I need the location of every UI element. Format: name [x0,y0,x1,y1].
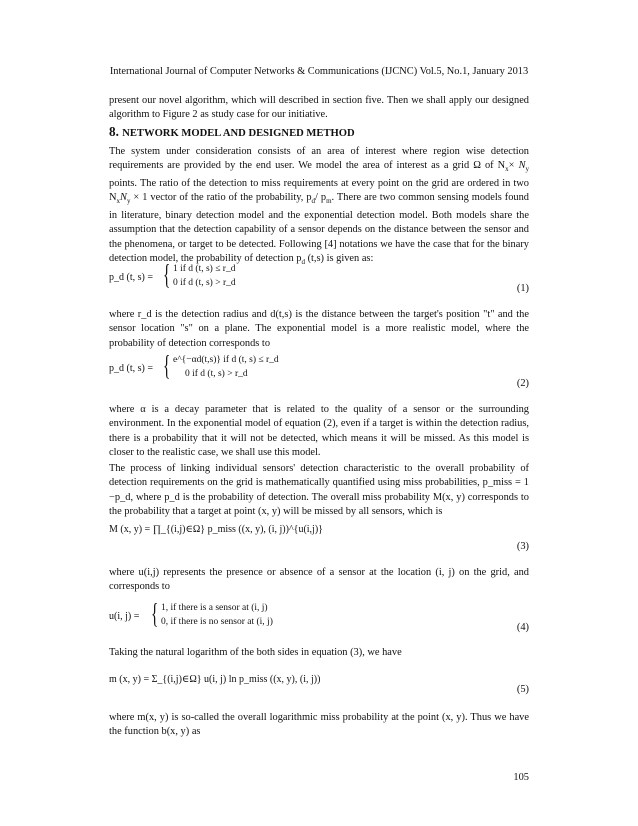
eq2-cases: e^{−αd(t,s)} if d (t, s) ≤ r_d 0 if d (t, s) > r_d [173,355,279,379]
eq2-brace: { [163,351,171,382]
eq1-number: (1) [516,283,529,294]
journal-header: International Journal of Computer Networks & Communications (IJCNC) Vol.5, No.1, January 2013 [109,66,529,77]
equation-5 [109,670,529,700]
section-title: NETWORK MODEL AND DESIGNED METHOD [122,128,355,139]
paragraph-miss-probability: The process of linking individual sensors' detection characteristic to the overall probability of detection requirements on the grid is mathematically quantified using miss probabilities, p_miss = 1 −p_d, where p_d is the probability of detection. The overall miss probability M(x, y) corresponds to the probability that a target at point (x, y) will be missed by all sensors, which is [109,463,529,518]
section-number: 8. [109,124,119,139]
eq2-lhs: p_d (t, s) = [109,363,153,374]
paragraph-system-model: The system under consideration consists of an area of interest where region wise detection requirements are provided by the end user. We model the area of interest as a grid Ω of $N_x\times N_y$ points. The ratio of the detection to miss requirements at every point on the grid are ordered in two $N_xN_y \times 1$ vector of the ratio of the probability, $p_d/$ $p_m$. There are two common sensing models found in literature, binary detection model and the exponential detection model. Both models share the assumption that the detection capability of a sensor depends on the distance between the sensor and the phenomena, or target to be detected. Following [4] notations we have the case that for the binary detection model, the probability of detection $p_d$ (t,s) is given as: [109,146,529,267]
section-heading [109,124,529,142]
eq5-number: (5) [516,684,529,695]
eq5-expression: m (x, y) = Σ_{(i,j)∈Ω} u(i, j) ln p_miss ((x, y), (i, j)) [109,674,321,685]
equation-2 [109,353,529,389]
page-number: 105 [513,772,529,783]
eq1-brace: { [163,260,171,291]
equation-4 [109,601,529,635]
eq4-cases: 1, if there is a sensor at (i, j) 0, if there is no sensor at (i, j) [161,603,273,627]
paragraph-log-miss: where m(x, y) is so-called the overall logarithmic miss probability at the point (x, y). Thus we have the function b(x, y) as [109,712,529,738]
eq4-number: (4) [516,622,529,633]
eq4-lhs: u(i, j) = [109,611,140,622]
intro-paragraph: present our novel algorithm, which will described in section five. Then we shall apply our designed algorithm to Figure 2 as study case for our initiative. [109,95,529,121]
eq3-number: (3) [516,541,529,552]
eq2-number: (2) [516,378,529,389]
eq1-lhs: p_d (t, s) = [109,272,153,283]
eq3-expression: M (x, y) = ∏_{(i,j)∈Ω} p_miss ((x, y), (i, j))^{u(i,j)} [109,524,323,535]
paragraph-sensor-presence: where u(i,j) represents the presence or absence of a sensor at the location (i, j) on the grid, and corresponds to [109,567,529,593]
eq4-brace: { [151,599,159,630]
equation-3 [109,520,529,550]
eq1-cases: 1 if d (t, s) ≤ r_d 0 if d (t, s) > r_d [173,264,236,288]
paragraph-detection-radius: where r_d is the detection radius and d(t,s) is the distance between the target's position "t" and the sensor location "s" on a plane. The exponential model is a more realistic model, where the probability of detection corresponds to [109,309,529,349]
paragraph-natural-log: Taking the natural logarithm of the both sides in equation (3), we have [109,647,402,658]
equation-1 [109,262,529,298]
paragraph-decay-parameter: where α is a decay parameter that is related to the quality of a sensor or the surrounding environment. In the exponential model of equation (2), even if a target is within the detection radius, there is a probability that it will not be detected, which means it will be missed. As this model is closer to the realistic case, we shall use this model. [109,404,529,459]
